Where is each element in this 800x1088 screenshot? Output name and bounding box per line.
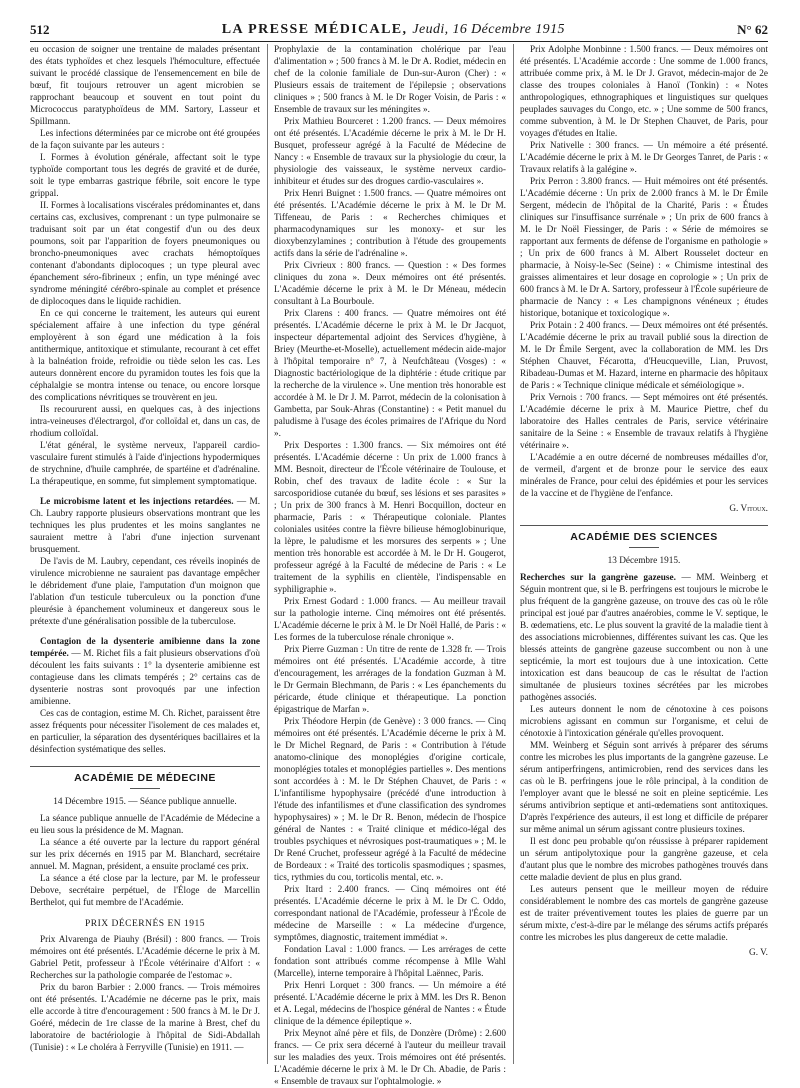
paragraph: Fondation Laval : 1.000 francs. — Les arrérages de cette fondation sont attribués comme récompense à Mlle Wahl (Marcelle), interne temporaire à l'hôpital Laënnec, Paris. bbox=[274, 945, 506, 979]
paragraph: Prix Itard : 2.400 francs. — Cinq mémoires ont été présentés. L'Académie décerne le prix à M. le Dr C. Oddo, correspondant national de l'Académie, professeur à l'École de médecine de Marseille : « La médecine d'urgence, symptômes, diagnostic, traitement immédiat ». bbox=[274, 885, 506, 943]
paragraph: Prix Alvarenga de Piauhy (Brésil) : 800 francs. — Trois mémoires ont été présentés. L'Académie décerne le prix à M. Gabriel Petit, professeur à l'École vétérinaire d'Alfort : « Recherches sur la pathologie comparée de l'estomac ». bbox=[30, 935, 260, 981]
page-header bbox=[30, 14, 768, 42]
paragraph: Prix Civrieux : 800 francs. — Question : « Des formes cliniques du zona ». Deux mémoires ont été présentés. L'Académie décerne le prix à M. le Dr Méneau, médecin consultant à La Bourboule. bbox=[274, 261, 506, 307]
paragraph: Prix Henri Lorquet : 300 francs. — Un mémoire a été présenté. L'Académie décerne le prix à MM. les Drs R. Benon et A. Legal, médecins de l'hospice général de Nantes : « Étude clinique de la démence épileptique ». bbox=[274, 981, 506, 1027]
page-number: 512 bbox=[30, 22, 50, 37]
paragraph: Ces cas de contagion, estime M. Ch. Richet, paraissent être assez fréquents pour nécessiter l'isolement de ces malades et, en particulier, la séparation des dysentériques bacillaires et la désinfection systématique des selles. bbox=[30, 709, 260, 755]
column-2 bbox=[274, 44, 506, 1087]
session-date: 14 Décembre 1915. — Séance publique annuelle. bbox=[53, 797, 237, 807]
issue-date: Jeudi, 16 Décembre 1915 bbox=[412, 22, 565, 37]
session-date: 13 Décembre 1915. bbox=[607, 556, 681, 566]
paragraph: L'état général, le système nerveux, l'appareil cardio-vasculaire furent stimulés à l'aide d'injections hypodermiques de strychnine, d'huile camphrée, de spartéine et d'adrénaline. La thérapeutique, en somme, fut simplement symptomatique. bbox=[30, 441, 260, 487]
column-3 bbox=[520, 44, 768, 1074]
paragraph: I. Formes à évolution générale, affectant soit le type typhoïde comportant tous les degrés de gravité et de durée, soit le type embarras gastrique fébrile, soit encore le type grippal. bbox=[30, 153, 260, 199]
paragraph: Prix Ernest Godard : 1.000 francs. — Au meilleur travail sur la pathologie interne. Cinq mémoires ont été présentés. L'Académie décerne le prix à M. le Dr Noël Hallé, de Paris : « Les formes de la tuberculose rénale chronique ». bbox=[274, 597, 506, 643]
paragraph: Prix Henri Buignet : 1.500 francs. — Quatre mémoires ont été présentés. L'Académie décerne le prix à M. le Dr M. Tiffeneau, de Paris : « Recherches chimiques et pharmacodynamiques sur les monoxy- et sur les dioxybenzylamines ; contribution à l'étude des groupements actifs dans la série de l'adrénaline ». bbox=[274, 189, 506, 259]
paragraph: Prix Théodore Herpin (de Genève) : 3 000 francs. — Cinq mémoires ont été présentés. L'Académie décerne le prix à M. le Dr Michel Regnard, de Paris : « Contribution à l'étude anatomo-clinique des monoplégies d'origine corticale, monoplégies totales et monoplégies partielles ». Des mentions sont accordées à : M. le Dr Stéphen Chauvet, de Paris : « L'infantilisme hypophysaire (précédé d'une introduction à l'étude des infantilismes et d'une classification des syndromes hypophysaires) » ; M. le Dr R. Benon, médecin de l'hospice général de Nantes : « Traité clinique et médico-légal des troubles psychiques et névrosiques post-traumatiques » ; M. le Dr René Cruchet, professeur agrégé à la Faculté de médecine de Bordeaux : « Traité des torticolis spasmodiques ; spasmes, tics, rythmies du cou, torticolis mental, etc. ». bbox=[274, 717, 506, 883]
paragraph: La séance a été ouverte par la lecture du rapport général sur les prix décernés en 1915 par M. Blanchard, secrétaire annuel. M. Magnan, président, a ensuite proclamé ces prix. bbox=[30, 838, 260, 872]
section-paragraph bbox=[520, 572, 768, 704]
paragraph: La séance a été close par la lecture, par M. le professeur Debove, secrétaire perpétuel, de l'Éloge de Marcellin Berthelot, qui fut membre de l'Académie. bbox=[30, 874, 260, 908]
paragraph: Prix Mathieu Bourceret : 1.200 francs. — Deux mémoires ont été présentés. L'Académie décerne le prix à M. le Dr H. Busquet, professeur agrégé à la Faculté de Médecine de Nancy : « Ensemble de travaux sur la physiologie du cœur, la physiologie des vaisseaux, le système nerveux cardio-inhibiteur et études sur des drogues cardio-vasculaires ». bbox=[274, 117, 506, 187]
paragraph: Prix Nativelle : 300 francs. — Un mémoire a été présenté. L'Académie décerne le prix à M. le Dr Georges Tanret, de Paris : « Travaux relatifs à la galégine ». bbox=[520, 141, 768, 175]
section-rubric: ACADÉMIE DE MÉDECINE bbox=[30, 766, 260, 789]
journal-name: LA PRESSE MÉDICALE, bbox=[221, 22, 408, 37]
section-paragraph bbox=[30, 636, 260, 708]
paragraph: L'Académie a en outre décerné de nombreuses médailles d'or, de vermeil, d'argent et de bronze pour le service des eaux minérales de France, pour celui des épidémies et pour les services de la vaccine et de l'hygiène de l'enfance. bbox=[520, 453, 768, 499]
paragraph: Ils recoururent aussi, en quelques cas, à des injections intra-veineuses d'électrargol, d'or colloïdal et, dans un cas, de rhodium colloïdal. bbox=[30, 405, 260, 439]
paragraph: La séance publique annuelle de l'Académie de Médecine a eu lieu sous la présidence de M. Magnan. bbox=[30, 814, 260, 836]
paragraph: Prix Clarens : 400 francs. — Quatre mémoires ont été présentés. L'Académie décerne le prix à M. le Dr Jacquot, inspecteur départemental adjoint des Services d'hygiène, à Briey (Meurthe-et-Moselle), actuellement médecin aide-major à l'hôpital temporaire n° 7, à Neufchâteau (Vosges) : « Diagnostic bactériologique de la diphtérie : étude critique par la recherche de la virulence ». Une mention très honorable est accordée à M. le Dr J. M. Parrot, médecin de la colonisation à Gambetta, par Souk-Ahras (Constantine) : « Petit manuel du paludisme à l'usage des écoles primaires de l'Afrique du Nord ». bbox=[274, 309, 506, 439]
paragraph: Prix Potain : 2 400 francs. — Deux mémoires ont été présentés. L'Académie décerne le prix au travail publié sous la direction de M. le Dr Émile Sergent, avec la collaboration de MM. les Drs Stéphen Chauvet, Fécarotta, d'Heucqueville, Lian, Pruvost, Ribadeau-Dumas et M. Hazard, interne en pharmacie des hôpitaux de Paris : « Technique clinique médicale et séméiologique ». bbox=[520, 321, 768, 391]
running-title bbox=[222, 22, 565, 38]
paragraph: Prix Vernois : 700 francs. — Sept mémoires ont été présentés. L'Académie décerne le prix à M. Maurice Piettre, chef du laboratoire des Halles centrales de Paris, service vétérinaire sanitaire de la Seine : « Ensemble de travaux relatifs à l'hygiène vétérinaire ». bbox=[520, 393, 768, 451]
author-signature: G. Vitoux. bbox=[729, 504, 768, 514]
section-text: — M. Richet fils a fait plusieurs observations d'où découlent les faits suivants : 1° la dysenterie amibienne est contagieuse dans les climats tempérés ; 2° certains cas de dysenterie nostras sont provoqués par une infection amibienne. bbox=[30, 649, 260, 707]
paragraph: Les auteurs donnent le nom de cénotoxine à ces poisons microbiens agissant en commun sur l'organisme, et celui de cénotoxie à l'intoxication générale qu'elles provoquent. bbox=[520, 705, 768, 739]
column-rule bbox=[513, 44, 514, 1064]
section-text: — MM. Weinberg et Séguin montrent que, si le B. perfringens est toujours le microbe le plus fréquent de la gangrène gazeuse, on trouve des cas où le rôle principal est joué par d'autres anaérobies, comme le V. septique, le B. œdematiens, etc. Le plus souvent la gravité de la maladie tient à des associations microbiennes, différentes suivant les cas. Que les blessés atteints de gangrène gazeuse succombent ou non à une septicémie, la mort est toujours due à une intoxication. Cette intoxication est dans beaucoup de cas le résultat de l'action simultanée de plusieurs toxines sécrétées par les microbes pathogènes associés. bbox=[520, 573, 768, 703]
issue-number: N° 62 bbox=[737, 22, 768, 37]
author-signature: G. V. bbox=[749, 948, 768, 958]
paragraph: Prix du baron Barbier : 2.000 francs. — Trois mémoires ont été présentés. L'Académie ne décerne pas le prix, mais elle accorde à titre d'encouragement : 500 francs à M. le Dr J. Goéré, médecin de 1re classe de la marine à Brest, chef du laboratoire de bactériologie à l'hôpital de Sidi-Abdallah (Tunisie) : « Le choléra à Ferryville (Tunisie) en 1911. — bbox=[30, 983, 260, 1053]
paragraph: Prix Pierre Guzman : Un titre de rente de 1.328 fr. — Trois mémoires ont été présentés. L'Académie accorde, à titre d'encouragement, les arrérages de la fondation Guzman à M. le Dr Germain Blechmann, de Paris : « Les épanchements du péricarde, étude clinique et thérapeutique. La ponction épigastrique de Marfan ». bbox=[274, 645, 506, 715]
paragraph: eu occasion de soigner une trentaine de malades présentant des états typhoïdes et chez lesquels l'hémoculture, effectuée suivant le procédé classique de l'ensemencement en bile de bœuf, fit toujours retrouver un agent microbien se rapprochant beaucoup et souvent en tout point du Micrococcus paratyphoïdeus de MM. Sartory, Lasseur et Spillmann. bbox=[30, 45, 260, 127]
paragraph: II. Formes à localisations viscérales prédominantes et, dans certains cas, exclusives, comprenant : un type pulmonaire se traduisant soit par un état congestif d'un ou des deux poumons, soit par l'apparition de foyers pneumoniques ou broncho-pneumoniques avec crachats hémoptoïques contenant d'abondants diplocoques ; un type pleural avec épanchement séro-fibrineux ; enfin, un type méningé avec syndrome méningité cérébro-spinale au complet et présence de diplocoques dans le liquide rachidien. bbox=[30, 201, 260, 307]
section-heading: Contagion de la dysenterie amibienne dans la zone tempérée. bbox=[30, 637, 260, 659]
section-heading: Le microbisme latent et les injections retardées. bbox=[40, 497, 234, 507]
section-heading: Recherches sur la gangrène gazeuse. bbox=[520, 573, 676, 583]
section-text: — M. Ch. Laubry rapporte plusieurs observations montrant que les techniques les plus prudentes et les moins sanglantes ne sauraient mettre à l'abri d'une injection survenant brusquement. bbox=[30, 497, 261, 555]
paragraph: MM. Weinberg et Séguin sont arrivés à préparer des sérums contre les microbes les plus importants de la gangrène gazeuse. Le sérum antiperfringens, antimicrobien, rend des services dans les cas où le B. perfringens joue le rôle principal, à la condition de l'employer avant que le blessé ne soit en pleine septicémie. Les sérums antivibrion septique et anti-œdematiens sont antitoxiques. D'après l'expérience des auteurs, il est long et difficile de préparer sur même animal un sérum agissant contre plusieurs toxines. bbox=[520, 741, 768, 835]
column-1 bbox=[30, 44, 260, 1074]
paragraph: Prix Meynot aîné père et fils, de Donzère (Drôme) : 2.600 francs. — Ce prix sera décerné à l'auteur du meilleur travail sur les maladies des yeux. Trois mémoires ont été présentés. L'Académie décerne le prix à M. le Dr Ch. Abadie, de Paris : « Ensemble de travaux sur l'ophtalmologie. » bbox=[274, 1029, 506, 1087]
paragraph: Prix Perron : 3.800 francs. — Huit mémoires ont été présentés. L'Académie décerne : Un prix de 2.000 francs à M. le Dr Émile Sergent, médecin de l'hôpital de la Charité, Paris : « Études cliniques sur l'insuffisance surrénale » ; Un prix de 600 francs à M. le Dr Noël Fiessinger, de Paris : « Série de mémoires se rapportant aux ferments de défense de l'organisme en pathologie » ; Un prix de 600 francs à M. Albert Rousselet docteur en pharmacie, à Noisy-le-Sec (Seine) : « Chimisme intestinal des graisses alimentaires et leur dosage en coprologie » ; Un prix de 600 francs à M. le Dr A. Sartory, professeur à l'École supérieure de pharmacie de Nancy : « Les champignons vénéneux ; études historique, botanique et toxicologique ». bbox=[520, 177, 768, 319]
paragraph: Prix Adolphe Monbinne : 1.500 francs. — Deux mémoires ont été présentés. L'Académie accorde : Une somme de 1.000 francs, attribuée comme prix, à M. le Dr J. Gravot, médecin-major de 2e classe des troupes coloniales à Hanoï (Tonkin) : « Notes anthropologiques, ethnographiques et linguistiques sur quelques peuplades sauvages du Congo, etc. » ; Une somme de 500 francs, comme subvention, à M. le Dr Stephen Chauvet, de Paris, pour voyages d'études en Italie. bbox=[520, 45, 768, 139]
paragraph: Il est donc peu probable qu'on réussisse à préparer rapidement un sérum antipolytoxique pour la gangrène gazeuse, et cela d'autant plus que le nombre des microbes pathogènes trouvés dans cette maladie devient de plus en plus grand. bbox=[520, 837, 768, 883]
paragraph: Prophylaxie de la contamination cholérique par l'eau d'alimentation » ; 500 francs à M. le Dr A. Rodiet, médecin en chef de la colonie familiale de Dun-sur-Auron (Cher) : « Plusieurs essais de traitement de l'épilepsie ; observations cliniques » ; 500 francs à M. le Dr Roger Voisin, de Paris : « Ensemble de travaux sur les méningites ». bbox=[274, 45, 506, 115]
paragraph: Les infections déterminées par ce microbe ont été groupées de la façon suivante par les auteurs : bbox=[30, 129, 260, 151]
column-rule bbox=[267, 44, 268, 1064]
paragraph: De l'avis de M. Laubry, cependant, ces réveils inopinés de virulence microbienne ne sauraient pas davantage empêcher le débridement d'une plaie, l'amputation d'un moignon que l'ablation d'un testicule tuberculeux ou la ponction d'une pleurésie à épanchement volumineux et dangereux sous le prétexte d'une généralisation possible de la tuberculose. bbox=[30, 557, 260, 627]
paragraph: En ce qui concerne le traitement, les auteurs qui eurent spécialement affaire à une infection du type général employèrent à son égard une médication à la fois antithermique, antitoxique et stimulante, recourant à cet effet à la balnéation froide, refroidie ou tiède selon les cas. Les auteurs donnèrent encore du pyramidon toutes les fois que la céphalalgie se montra intense ou tenace, ou encore lorsque des complications névritiques se trouvèrent en jeu. bbox=[30, 309, 260, 403]
paragraph: Les auteurs pensent que le meilleur moyen de réduire considérablement le nombre des cas mortels de gangrène gazeuse est de traiter préventivement toutes les plaies de guerre par un sérum mixte, c'est-à-dire par le mélange des sérums actifs préparés contre les microbes les plus dangereux de cette maladie. bbox=[520, 885, 768, 943]
section-rubric: ACADÉMIE DES SCIENCES bbox=[520, 525, 768, 548]
prix-title: PRIX DÉCERNÉS EN 1915 bbox=[84, 919, 206, 929]
paragraph: Prix Desportes : 1.300 francs. — Six mémoires ont été présentés. L'Académie décerne : Un prix de 1.000 francs à MM. Besnoit, directeur de l'École vétérinaire de Toulouse, et Robin, chef des travaux de ladite école : « Sur la sarcosporidiose cutanée du bœuf, ses lésions et ses parasites » ; Un prix de 300 francs à M. Henri Bocquillon, docteur en pharmacie, Paris : « Thérapeutique coloniale. Plantes coloniales usitées contre la fièvre bilieuse hémoglobinurique, la lèpre, le paludisme et les morsures des serpents » ; Une mention très honorable est accordée à M. le Dr H. Gougerot, professeur agrégé à la Faculté de médecine de Paris : « Le traitement de la syphilis en clientèle, l'indispensable en syphiligraphie ». bbox=[274, 441, 506, 595]
section-paragraph bbox=[30, 496, 260, 556]
